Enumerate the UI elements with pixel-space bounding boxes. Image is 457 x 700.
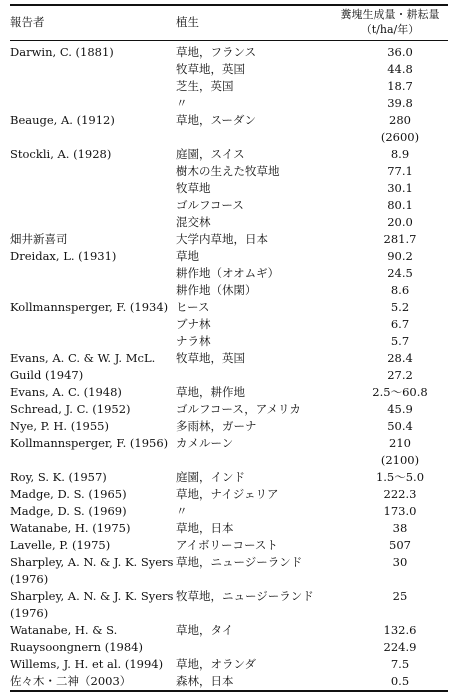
reporter-cell: Nye, P. H. (1955) — [10, 419, 109, 433]
reporter-cell: Beauge, A. (1912) — [10, 113, 115, 127]
amount-cell: 36.0 — [387, 45, 413, 59]
amount-cell: 28.4 — [387, 351, 413, 365]
reporter-cell: Darwin, C. (1881) — [10, 45, 114, 59]
vegetation-cell: ゴルフコース，アメリカ — [176, 402, 301, 416]
vegetation-cell: 草地，耕作地 — [176, 385, 245, 399]
vegetation-cell: ナラ林 — [176, 334, 211, 348]
vegetation-cell: 草地，フランス — [176, 45, 257, 59]
vegetation-cell: 耕作地（オオムギ） — [176, 266, 280, 280]
vegetation-cell: 混交林 — [176, 215, 211, 229]
amount-cell: 280 — [389, 113, 411, 127]
amount-cell: (2600) — [380, 130, 420, 144]
amount-cell: (2100) — [380, 453, 420, 467]
reporter-cell: Ruaysoongnern (1984) — [10, 640, 143, 654]
amount-cell: 45.9 — [387, 402, 413, 416]
reporter-cell: 畑井新喜司 — [10, 232, 68, 246]
amount-cell: 30 — [392, 555, 408, 569]
vegetation-cell: 牧草地，英国 — [176, 62, 245, 76]
vegetation-cell: 草地 — [176, 249, 199, 263]
vegetation-cell: 草地，ニュージーランド — [176, 555, 303, 569]
amount-cell: 8.9 — [390, 147, 410, 161]
reporter-cell: Watanabe, H. (1975) — [10, 521, 131, 535]
reporter-cell: Sharpley, A. N. & J. K. Syers — [10, 555, 174, 569]
amount-cell: 38 — [392, 521, 408, 535]
vegetation-cell: 牧草地 — [176, 181, 211, 195]
reporter-cell: 佐々木・二神（2003） — [10, 674, 132, 688]
amount-cell: 173.0 — [383, 504, 417, 518]
vegetation-cell: 草地，ナイジェリア — [176, 487, 279, 501]
reporter-cell: Dreidax, L. (1931) — [10, 249, 117, 263]
reporter-cell: Watanabe, H. & S. — [10, 623, 118, 637]
header-vegetation: 植生 — [176, 15, 199, 29]
reporter-cell: Lavelle, P. (1975) — [10, 538, 111, 552]
reporter-cell: Kollmannsperger, F. (1956) — [10, 436, 169, 450]
vegetation-cell: 草地，スーダン — [176, 113, 257, 127]
amount-cell: 50.4 — [387, 419, 413, 433]
amount-cell: 24.5 — [387, 266, 413, 280]
header-reporter: 報告者 — [10, 15, 45, 29]
vegetation-cell: ブナ林 — [176, 317, 211, 331]
amount-cell: 5.7 — [390, 334, 410, 348]
amount-cell: 80.1 — [387, 198, 413, 212]
amount-cell: 210 — [389, 436, 411, 450]
reporter-cell: Madge, D. S. (1965) — [10, 487, 127, 501]
vegetation-cell: 草地，オランダ — [176, 657, 257, 671]
vegetation-cell: ゴルフコース — [176, 198, 244, 212]
reporter-cell: Guild (1947) — [10, 368, 84, 382]
table-header-rule — [10, 40, 448, 41]
amount-cell: 5.2 — [390, 300, 410, 314]
header-amount-unit: （t/ha/年） — [360, 23, 420, 36]
reporter-cell: Madge, D. S. (1969) — [10, 504, 127, 518]
amount-cell: 0.5 — [390, 674, 410, 688]
reporter-cell: Willems, J. H. et al. (1994) — [10, 657, 164, 671]
reporter-cell: Evans, A. C. & W. J. McL. — [10, 351, 156, 365]
amount-cell: 6.7 — [390, 317, 410, 331]
reporter-cell: Schread, J. C. (1952) — [10, 402, 131, 416]
amount-cell: 27.2 — [387, 368, 413, 382]
amount-cell: 18.7 — [387, 79, 413, 93]
vegetation-cell: カメルーン — [176, 436, 234, 450]
amount-cell: 77.1 — [387, 164, 413, 178]
amount-cell: 224.9 — [383, 640, 417, 654]
header-amount: 糞塊生成量・耕耘量 — [340, 8, 440, 21]
vegetation-cell: アイボリーコースト — [176, 538, 278, 552]
amount-cell: 7.5 — [390, 657, 410, 671]
amount-cell: 132.6 — [383, 623, 417, 637]
amount-cell: 507 — [389, 538, 411, 552]
amount-cell: 39.8 — [387, 96, 413, 110]
reporter-cell: Sharpley, A. N. & J. K. Syers — [10, 589, 174, 603]
amount-cell: 44.8 — [387, 62, 413, 76]
vegetation-cell: 草地，日本 — [176, 521, 234, 535]
vegetation-cell: 牧草地，英国 — [176, 351, 245, 365]
amount-cell: 2.5～60.8 — [372, 385, 428, 399]
vegetation-cell: 森林，日本 — [176, 674, 234, 688]
vegetation-cell: 〃 — [176, 504, 188, 518]
reporter-cell: (1976) — [10, 606, 49, 620]
vegetation-cell: 多雨林，ガーナ — [176, 419, 257, 433]
vegetation-cell: 〃 — [176, 96, 188, 110]
vegetation-cell: 芝生，英国 — [176, 79, 234, 93]
amount-cell: 90.2 — [387, 249, 413, 263]
vegetation-cell: 庭園，インド — [176, 470, 245, 484]
amount-cell: 1.5～5.0 — [375, 470, 425, 484]
vegetation-cell: ヒース — [176, 300, 210, 314]
amount-cell: 25 — [392, 589, 408, 603]
vegetation-cell: 牧草地，ニュージーランド — [176, 589, 314, 603]
amount-cell: 222.3 — [383, 487, 417, 501]
reporter-cell: Evans, A. C. (1948) — [10, 385, 122, 399]
table-top-rule — [10, 4, 448, 6]
vegetation-cell: 耕作地（休閑） — [176, 283, 257, 297]
reporter-cell: (1976) — [10, 572, 49, 586]
reporter-cell: Roy, S. K. (1957) — [10, 470, 107, 484]
vegetation-cell: 庭園，スイス — [176, 147, 245, 161]
vegetation-cell: 大学内草地，日本 — [176, 232, 268, 246]
amount-cell: 281.7 — [383, 232, 417, 246]
table-bottom-rule — [10, 690, 448, 692]
amount-cell: 20.0 — [387, 215, 413, 229]
reporter-cell: Stockli, A. (1928) — [10, 147, 112, 161]
vegetation-cell: 草地，タイ — [176, 623, 234, 637]
reporter-cell: Kollmannsperger, F. (1934) — [10, 300, 169, 314]
amount-cell: 8.6 — [390, 283, 410, 297]
vegetation-cell: 樹木の生えた牧草地 — [176, 164, 280, 178]
amount-cell: 30.1 — [387, 181, 413, 195]
